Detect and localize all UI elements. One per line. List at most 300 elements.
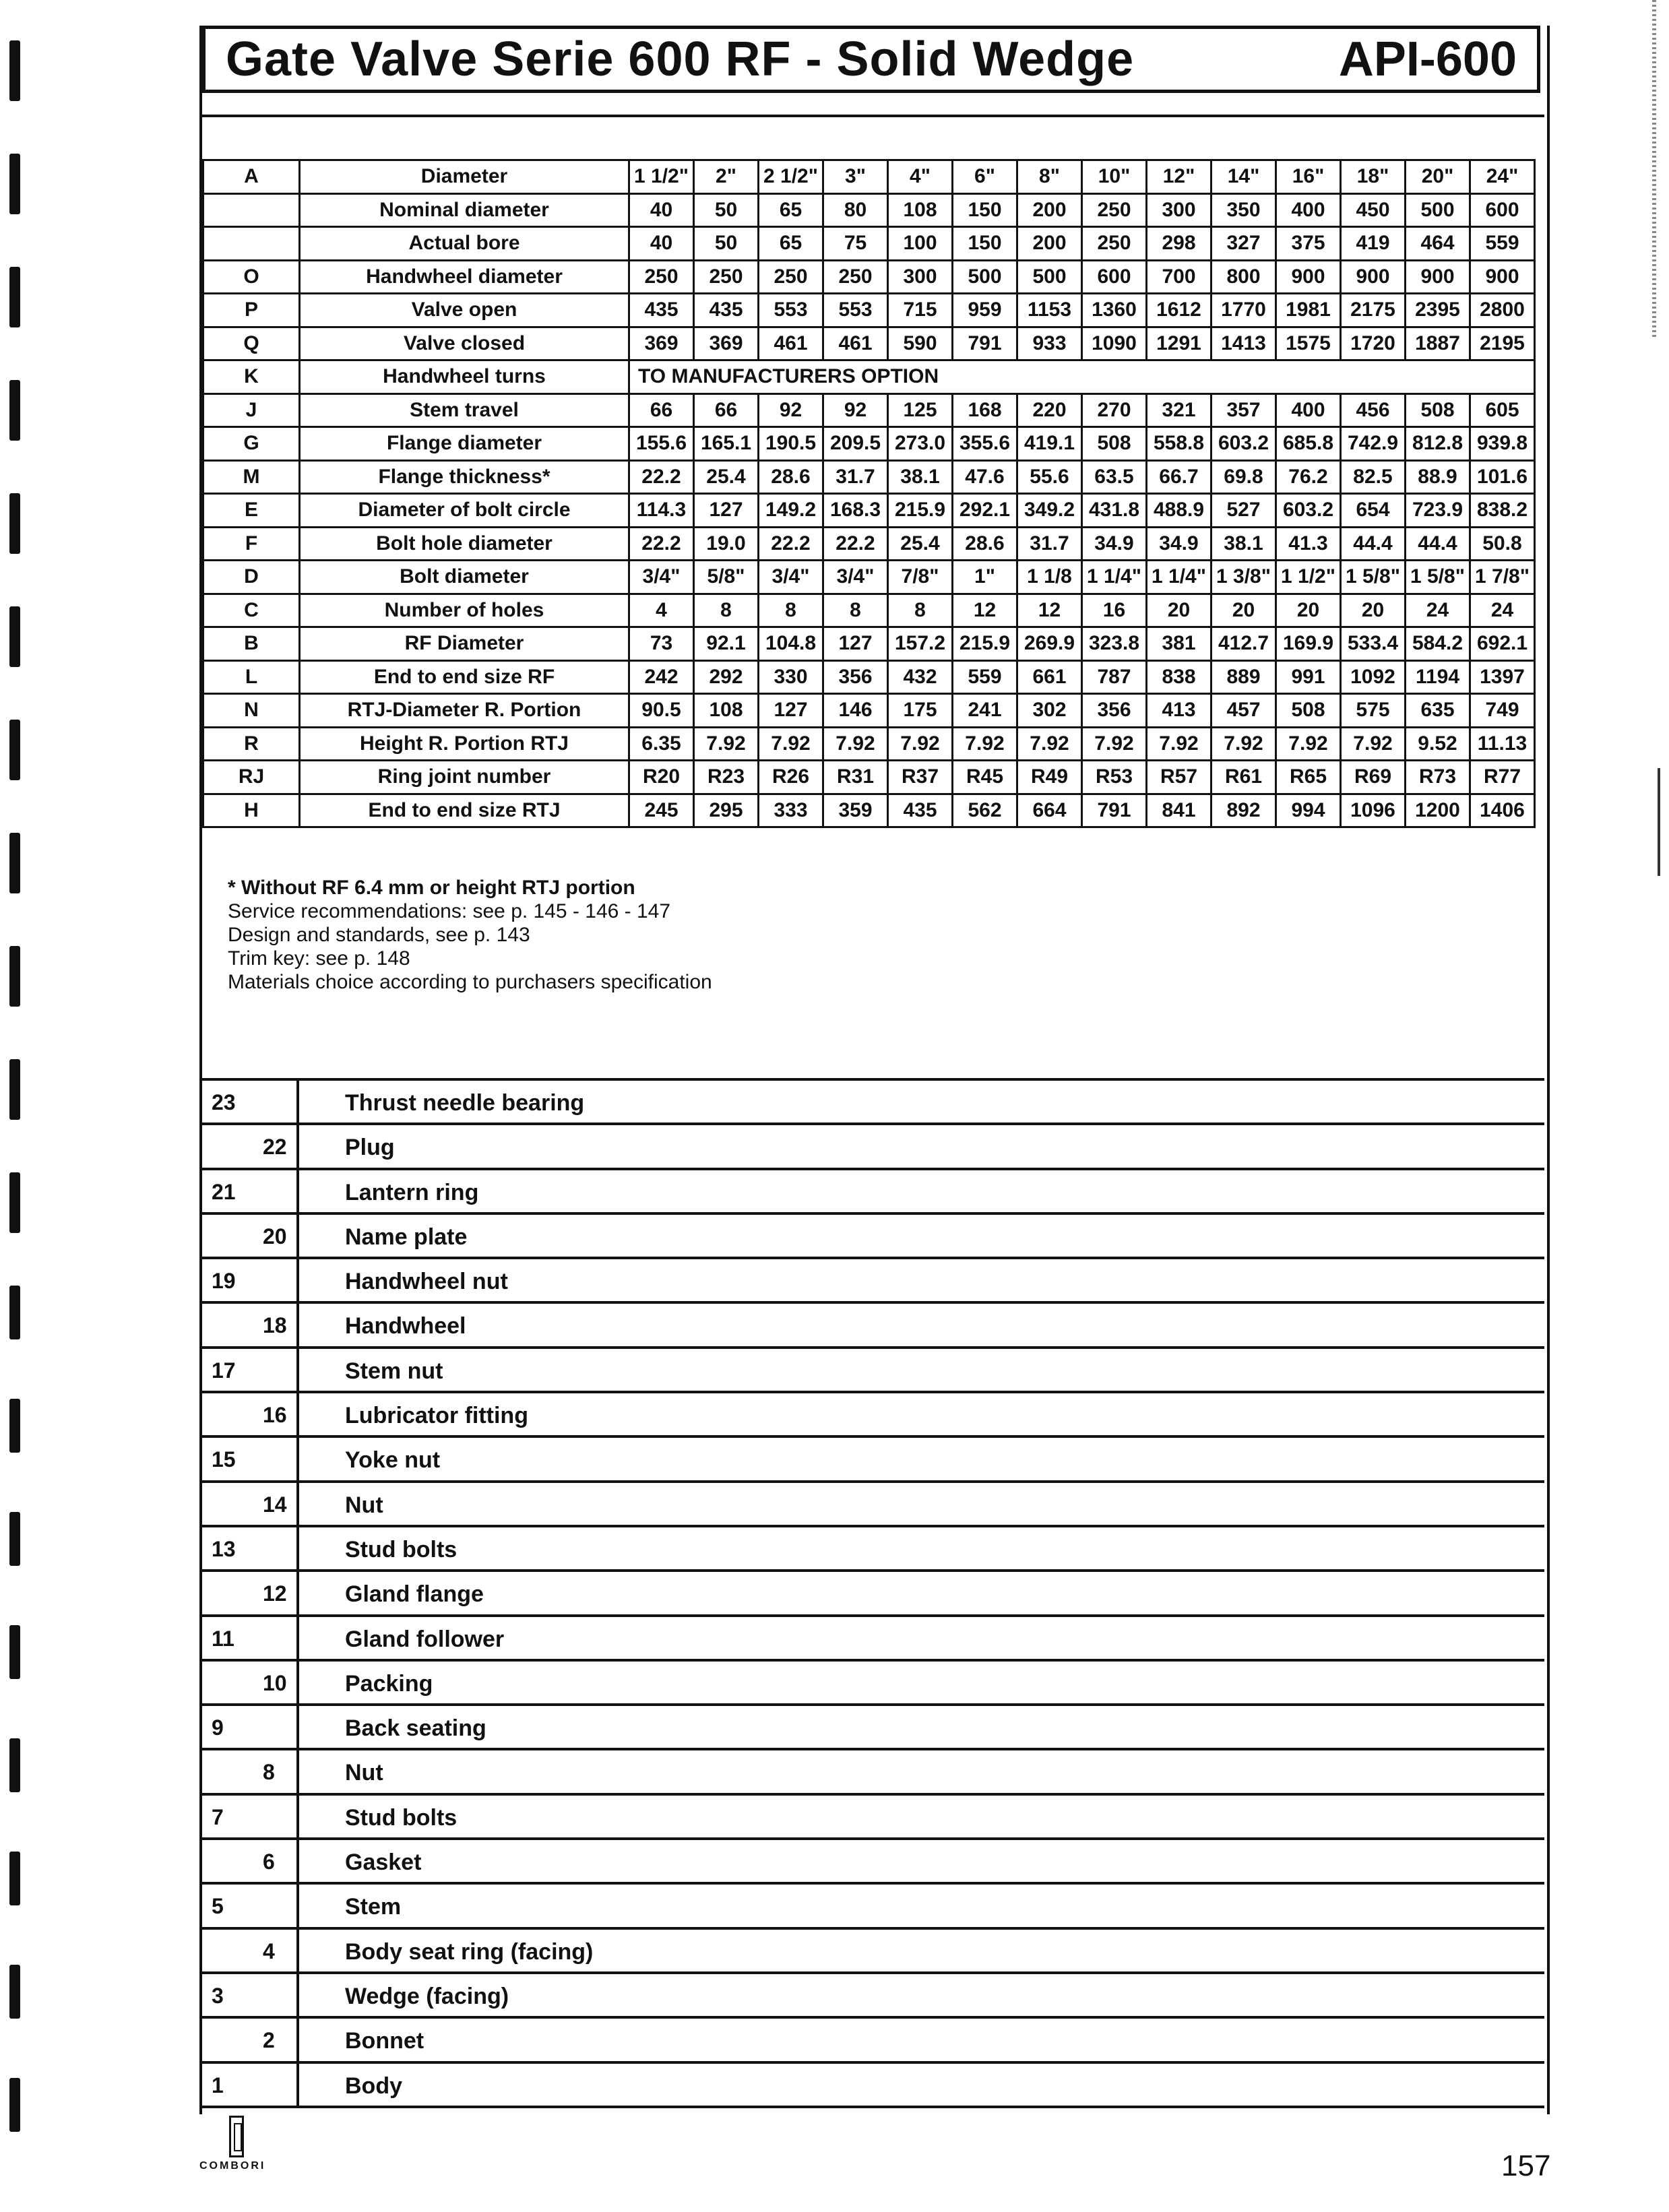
part-name: Stem xyxy=(345,1894,402,1920)
table-cell: 715 xyxy=(888,294,953,327)
table-cell: 7.92 xyxy=(1017,727,1082,761)
part-number: 11 xyxy=(212,1626,234,1651)
part-name: Back seating xyxy=(345,1715,486,1742)
part-name: Thrust needle bearing xyxy=(345,1090,585,1116)
part-number: 1 xyxy=(212,2073,224,2097)
table-cell: 66 xyxy=(629,393,694,427)
table-cell: 900 xyxy=(1341,260,1406,294)
column-rule xyxy=(296,1259,299,1301)
table-row xyxy=(203,727,1535,761)
table-cell: 28.6 xyxy=(759,460,823,494)
row-code: M xyxy=(203,460,300,494)
column-rule xyxy=(296,1572,299,1614)
table-cell: 9.52 xyxy=(1406,727,1470,761)
table-cell: 19.0 xyxy=(694,527,759,561)
binder-mark xyxy=(9,1852,20,1905)
table-cell: 1575 xyxy=(1276,327,1341,360)
table-cell: 209.5 xyxy=(823,427,888,461)
part-row xyxy=(202,1796,1544,1840)
table-cell: 1090 xyxy=(1082,327,1147,360)
table-cell: 7.92 xyxy=(888,727,953,761)
table-cell: 200 xyxy=(1017,227,1082,261)
notes-block xyxy=(228,876,712,994)
table-cell: 2 1/2" xyxy=(759,160,823,194)
table-cell: 838 xyxy=(1147,660,1211,694)
row-code: R xyxy=(203,727,300,761)
table-cell: R57 xyxy=(1147,761,1211,794)
table-cell: 108 xyxy=(888,193,953,227)
table-cell: 933 xyxy=(1017,327,1082,360)
row-code: B xyxy=(203,627,300,661)
table-cell: 302 xyxy=(1017,694,1082,728)
part-name: Stem nut xyxy=(345,1358,443,1384)
table-cell: 127 xyxy=(694,494,759,528)
table-cell: R69 xyxy=(1341,761,1406,794)
binder-mark xyxy=(9,946,20,1007)
table-cell: 125 xyxy=(888,393,953,427)
part-number: 13 xyxy=(212,1536,236,1561)
table-cell: 127 xyxy=(823,627,888,661)
part-number: 23 xyxy=(212,1090,236,1114)
table-cell: 8 xyxy=(694,594,759,627)
table-cell: 22.2 xyxy=(823,527,888,561)
table-cell: 10" xyxy=(1082,160,1147,194)
column-rule xyxy=(296,1662,299,1703)
table-cell: 12 xyxy=(953,594,1017,627)
row-code: G xyxy=(203,427,300,461)
part-name: Handwheel nut xyxy=(345,1269,508,1295)
table-cell: 31.7 xyxy=(823,460,888,494)
table-cell: 500 xyxy=(1017,260,1082,294)
span-cell: TO MANUFACTURERS OPTION xyxy=(629,360,1535,394)
table-cell: 359 xyxy=(823,794,888,827)
table-cell: 533.4 xyxy=(1341,627,1406,661)
table-cell: 292.1 xyxy=(953,494,1017,528)
row-code: L xyxy=(203,660,300,694)
table-cell: 92 xyxy=(759,393,823,427)
table-row xyxy=(203,327,1535,360)
table-cell: 20" xyxy=(1406,160,1470,194)
note-line: Materials choice according to purchasers specification xyxy=(228,971,712,993)
table-cell: 250 xyxy=(1082,227,1147,261)
table-cell: 20 xyxy=(1276,594,1341,627)
table-cell: 791 xyxy=(953,327,1017,360)
row-label: Flange diameter xyxy=(300,427,629,461)
binder-mark xyxy=(9,1738,20,1792)
row-code: K xyxy=(203,360,300,394)
table-cell: 508 xyxy=(1082,427,1147,461)
table-cell: 527 xyxy=(1211,494,1276,528)
table-cell: 787 xyxy=(1082,660,1147,694)
table-cell: 330 xyxy=(759,660,823,694)
table-cell: 432 xyxy=(888,660,953,694)
table-cell: 1 1/2" xyxy=(1276,561,1341,594)
scan-edge-shadow xyxy=(1658,768,1660,876)
row-label: Nominal diameter xyxy=(300,193,629,227)
table-cell: 20 xyxy=(1147,594,1211,627)
table-cell: 7.92 xyxy=(1082,727,1147,761)
table-cell: 28.6 xyxy=(953,527,1017,561)
table-cell: 165.1 xyxy=(694,427,759,461)
table-cell: 1 5/8" xyxy=(1341,561,1406,594)
table-cell: 3/4" xyxy=(629,561,694,594)
row-label: Valve open xyxy=(300,294,629,327)
binder-mark xyxy=(9,2078,20,2132)
table-cell: 349.2 xyxy=(1017,494,1082,528)
table-cell: 1413 xyxy=(1211,327,1276,360)
table-row xyxy=(203,561,1535,594)
binder-mark xyxy=(9,833,20,893)
table-cell: 664 xyxy=(1017,794,1082,827)
table-cell: 431.8 xyxy=(1082,494,1147,528)
row-label: End to end size RTJ xyxy=(300,794,629,827)
table-cell: 22.2 xyxy=(629,527,694,561)
table-cell: 450 xyxy=(1341,193,1406,227)
table-cell: 2175 xyxy=(1341,294,1406,327)
note-line: * Without RF 6.4 mm or height RTJ portion xyxy=(228,877,635,899)
part-number: 2 xyxy=(263,2028,275,2053)
row-code: Q xyxy=(203,327,300,360)
table-cell: 63.5 xyxy=(1082,460,1147,494)
table-row xyxy=(203,761,1535,794)
table-cell: R20 xyxy=(629,761,694,794)
table-cell: 488.9 xyxy=(1147,494,1211,528)
table-row xyxy=(203,660,1535,694)
binder-mark xyxy=(9,493,20,554)
table-cell: 38.1 xyxy=(888,460,953,494)
row-code: D xyxy=(203,561,300,594)
part-row xyxy=(202,1081,1544,1125)
table-cell: 12 xyxy=(1017,594,1082,627)
table-cell: 25.4 xyxy=(888,527,953,561)
part-name: Stud bolts xyxy=(345,1804,458,1831)
table-row xyxy=(203,427,1535,461)
table-cell: 323.8 xyxy=(1082,627,1147,661)
row-label: Bolt diameter xyxy=(300,561,629,594)
table-row xyxy=(203,260,1535,294)
table-cell: 20 xyxy=(1341,594,1406,627)
table-cell: 1096 xyxy=(1341,794,1406,827)
part-number: 20 xyxy=(263,1224,287,1249)
table-cell: 553 xyxy=(823,294,888,327)
table-cell: 100 xyxy=(888,227,953,261)
table-cell: R61 xyxy=(1211,761,1276,794)
table-cell: 559 xyxy=(1470,227,1535,261)
table-cell: 7.92 xyxy=(1276,727,1341,761)
table-cell: 168 xyxy=(953,393,1017,427)
table-cell: 24" xyxy=(1470,160,1535,194)
table-cell: 220 xyxy=(1017,393,1082,427)
binder-mark xyxy=(9,1172,20,1233)
row-label: Diameter of bolt circle xyxy=(300,494,629,528)
table-cell: 295 xyxy=(694,794,759,827)
binder-mark xyxy=(9,1965,20,2019)
table-cell: 413 xyxy=(1147,694,1211,728)
table-cell: 375 xyxy=(1276,227,1341,261)
part-row xyxy=(202,1617,1544,1662)
row-code xyxy=(203,193,300,227)
column-rule xyxy=(296,1750,299,1792)
table-row xyxy=(203,227,1535,261)
row-label: Number of holes xyxy=(300,594,629,627)
part-number: 19 xyxy=(212,1269,236,1294)
table-cell: 1720 xyxy=(1341,327,1406,360)
column-rule xyxy=(296,2019,299,2060)
table-cell: 1092 xyxy=(1341,660,1406,694)
table-cell: 959 xyxy=(953,294,1017,327)
row-code: A xyxy=(203,160,300,194)
part-row xyxy=(202,1662,1544,1706)
table-cell: 661 xyxy=(1017,660,1082,694)
table-cell: 40 xyxy=(629,227,694,261)
table-cell: 7.92 xyxy=(823,727,888,761)
table-cell: 250 xyxy=(823,260,888,294)
part-name: Lantern ring xyxy=(345,1179,479,1205)
table-cell: 47.6 xyxy=(953,460,1017,494)
table-row xyxy=(203,360,1535,394)
table-cell: 8 xyxy=(759,594,823,627)
part-row xyxy=(202,1215,1544,1259)
binder-mark xyxy=(9,380,20,441)
table-cell: 1153 xyxy=(1017,294,1082,327)
table-cell: 889 xyxy=(1211,660,1276,694)
part-row xyxy=(202,1750,1544,1795)
table-cell: 605 xyxy=(1470,393,1535,427)
part-name: Bonnet xyxy=(345,2028,424,2054)
table-cell: 66 xyxy=(694,393,759,427)
table-cell: 333 xyxy=(759,794,823,827)
table-cell: 1981 xyxy=(1276,294,1341,327)
table-cell: 892 xyxy=(1211,794,1276,827)
part-name: Gasket xyxy=(345,1850,422,1876)
table-cell: 435 xyxy=(888,794,953,827)
table-cell: 65 xyxy=(759,193,823,227)
table-row xyxy=(203,594,1535,627)
part-row xyxy=(202,2064,1544,2108)
table-cell: 412.7 xyxy=(1211,627,1276,661)
table-cell: 994 xyxy=(1276,794,1341,827)
part-name: Body seat ring (facing) xyxy=(345,1938,594,1965)
table-cell: 76.2 xyxy=(1276,460,1341,494)
table-cell: 3" xyxy=(823,160,888,194)
part-row xyxy=(202,1527,1544,1572)
part-row xyxy=(202,1706,1544,1750)
row-code: J xyxy=(203,393,300,427)
column-rule xyxy=(296,1885,299,1926)
table-cell: 723.9 xyxy=(1406,494,1470,528)
column-rule xyxy=(296,1840,299,1882)
part-number: 3 xyxy=(212,1983,224,2008)
part-row xyxy=(202,1974,1544,2019)
part-row xyxy=(202,1885,1544,1929)
part-name: Wedge (facing) xyxy=(345,1983,509,2009)
table-cell: 1360 xyxy=(1082,294,1147,327)
part-name: Handwheel xyxy=(345,1313,466,1339)
dimensions-table-body xyxy=(203,160,1535,827)
part-number: 16 xyxy=(263,1403,287,1428)
table-cell: 575 xyxy=(1341,694,1406,728)
table-cell: 7.92 xyxy=(694,727,759,761)
table-cell: 635 xyxy=(1406,694,1470,728)
table-cell: 8 xyxy=(888,594,953,627)
table-cell: 200 xyxy=(1017,193,1082,227)
note-line: Service recommendations: see p. 145 - 146 - 147 xyxy=(228,900,671,922)
table-cell: 369 xyxy=(629,327,694,360)
part-number: 17 xyxy=(212,1358,236,1383)
note-line: Design and standards, see p. 143 xyxy=(228,924,530,946)
row-code: E xyxy=(203,494,300,528)
logo-icon xyxy=(229,2116,244,2157)
table-cell: 841 xyxy=(1147,794,1211,827)
table-cell: 69.8 xyxy=(1211,460,1276,494)
table-cell: 1 7/8" xyxy=(1470,561,1535,594)
row-label: End to end size RF xyxy=(300,660,629,694)
table-cell: 150 xyxy=(953,193,1017,227)
row-label: RF Diameter xyxy=(300,627,629,661)
table-cell: 1 1/2" xyxy=(629,160,694,194)
part-row xyxy=(202,1393,1544,1438)
table-cell: 1200 xyxy=(1406,794,1470,827)
row-label: Handwheel turns xyxy=(300,360,629,394)
table-row xyxy=(203,794,1535,827)
table-cell: 2195 xyxy=(1470,327,1535,360)
table-cell: 175 xyxy=(888,694,953,728)
table-cell: 20 xyxy=(1211,594,1276,627)
row-label: Actual bore xyxy=(300,227,629,261)
row-code: O xyxy=(203,260,300,294)
table-cell: 215.9 xyxy=(953,627,1017,661)
table-cell: 300 xyxy=(1147,193,1211,227)
part-number: 5 xyxy=(212,1894,224,1919)
part-number: 15 xyxy=(212,1447,236,1472)
table-cell: R23 xyxy=(694,761,759,794)
table-cell: 104.8 xyxy=(759,627,823,661)
part-number: 10 xyxy=(263,1670,287,1695)
table-cell: 22.2 xyxy=(759,527,823,561)
table-cell: 245 xyxy=(629,794,694,827)
table-cell: 92.1 xyxy=(694,627,759,661)
table-cell: 16" xyxy=(1276,160,1341,194)
binder-mark xyxy=(9,1286,20,1339)
table-cell: 3/4" xyxy=(759,561,823,594)
binder-mark xyxy=(9,720,20,780)
part-row xyxy=(202,1170,1544,1215)
table-cell: 812.8 xyxy=(1406,427,1470,461)
table-cell: 7/8" xyxy=(888,561,953,594)
binder-mark xyxy=(9,1059,20,1120)
column-rule xyxy=(296,2064,299,2106)
table-cell: 600 xyxy=(1470,193,1535,227)
table-cell: 350 xyxy=(1211,193,1276,227)
table-cell: 38.1 xyxy=(1211,527,1276,561)
table-cell: R37 xyxy=(888,761,953,794)
table-cell: 461 xyxy=(759,327,823,360)
part-row xyxy=(202,1483,1544,1527)
table-cell: 4" xyxy=(888,160,953,194)
table-cell: 108 xyxy=(694,694,759,728)
table-cell: 1 3/8" xyxy=(1211,561,1276,594)
table-cell: 250 xyxy=(1082,193,1147,227)
dimensions-table xyxy=(202,159,1536,828)
part-number: 14 xyxy=(263,1492,287,1517)
binder-mark xyxy=(9,1399,20,1453)
part-row xyxy=(202,1304,1544,1348)
column-rule xyxy=(296,1483,299,1525)
parts-list xyxy=(202,1081,1544,2108)
table-cell: 357 xyxy=(1211,393,1276,427)
row-label: Flange thickness* xyxy=(300,460,629,494)
table-cell: 155.6 xyxy=(629,427,694,461)
table-cell: 603.2 xyxy=(1276,494,1341,528)
column-rule xyxy=(296,1304,299,1346)
table-cell: 1 1/4" xyxy=(1082,561,1147,594)
table-cell: R65 xyxy=(1276,761,1341,794)
row-code xyxy=(203,227,300,261)
table-cell: 900 xyxy=(1470,260,1535,294)
table-cell: 327 xyxy=(1211,227,1276,261)
title-rule xyxy=(202,115,1544,117)
table-cell: 791 xyxy=(1082,794,1147,827)
part-row xyxy=(202,1125,1544,1170)
column-rule xyxy=(296,1930,299,1971)
table-cell: 749 xyxy=(1470,694,1535,728)
binder-mark xyxy=(9,1512,20,1566)
part-row xyxy=(202,1349,1544,1393)
table-cell: 435 xyxy=(629,294,694,327)
table-cell: 654 xyxy=(1341,494,1406,528)
table-cell: 92 xyxy=(823,393,888,427)
table-cell: 603.2 xyxy=(1211,427,1276,461)
table-cell: 1 1/8 xyxy=(1017,561,1082,594)
part-row xyxy=(202,1438,1544,1482)
table-cell: 356 xyxy=(823,660,888,694)
table-cell: 82.5 xyxy=(1341,460,1406,494)
table-row xyxy=(203,193,1535,227)
part-number: 7 xyxy=(212,1804,224,1829)
table-row xyxy=(203,393,1535,427)
table-cell: 300 xyxy=(888,260,953,294)
table-cell: 292 xyxy=(694,660,759,694)
table-row xyxy=(203,694,1535,728)
table-cell: 66.7 xyxy=(1147,460,1211,494)
table-cell: 461 xyxy=(823,327,888,360)
table-cell: 692.1 xyxy=(1470,627,1535,661)
table-cell: R73 xyxy=(1406,761,1470,794)
title-box xyxy=(202,26,1540,93)
part-name: Nut xyxy=(345,1760,383,1786)
row-code: RJ xyxy=(203,761,300,794)
part-row xyxy=(202,1930,1544,1974)
table-cell: 558.8 xyxy=(1147,427,1211,461)
table-cell: 55.6 xyxy=(1017,460,1082,494)
binder-mark xyxy=(9,267,20,327)
table-cell: 269.9 xyxy=(1017,627,1082,661)
table-cell: 127 xyxy=(759,694,823,728)
table-cell: R77 xyxy=(1470,761,1535,794)
table-cell: 838.2 xyxy=(1470,494,1535,528)
table-cell: 456 xyxy=(1341,393,1406,427)
table-cell: 464 xyxy=(1406,227,1470,261)
part-name: Lubricator fitting xyxy=(345,1403,528,1429)
table-cell: 508 xyxy=(1406,393,1470,427)
column-rule xyxy=(296,1617,299,1659)
table-row xyxy=(203,627,1535,661)
table-cell: 50 xyxy=(694,227,759,261)
part-number: 18 xyxy=(263,1313,287,1338)
table-cell: 6.35 xyxy=(629,727,694,761)
table-cell: 1 5/8" xyxy=(1406,561,1470,594)
table-cell: 150 xyxy=(953,227,1017,261)
